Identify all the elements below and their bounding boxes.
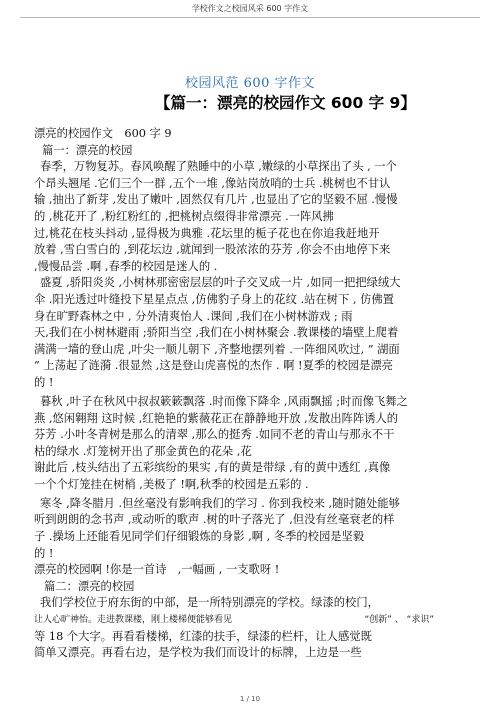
note-right: “创新” 、 “求识” (364, 615, 434, 626)
text-line: ,慢慢品尝 .啊 ,春季的校园是迷人的 . (34, 259, 218, 273)
text-line: 身在旷野森林之中 , 分外清爽怡人 .课间 ,我们在小树林游戏 ; 雨 (34, 309, 353, 323)
text-line: 天,我们在小树林避雨 ;骄阳当空 ,我们在小树林聚会 .教课楼的墙壁上爬着 (34, 326, 399, 340)
text-line: 伞 .阳光透过叶缝投下星星点点 ,仿佛豹子身上的花纹 .站在树下 , 仿佛置 (34, 292, 394, 306)
text-line: 篇二：漂亮的校园 (44, 579, 135, 593)
text-line: 芬芳 .小叶冬青树是那么的清翠 ,那么的挺秀 .如同不老的青山与那永不干 (34, 428, 395, 442)
text-line: 寒冬 ,降冬腊月 .但丝毫没有影响我们的学习 . 你到我校来 ,随时随处能够 (40, 496, 400, 510)
page-number: 1 / 10 (239, 695, 261, 703)
text-line: 的 ! (34, 375, 54, 389)
text-line: 的 ,桃花开了 ,粉红粉红的 ,把桃树点缀得非常漂亮 .一阵风拂 (34, 209, 334, 223)
text-line: 漂亮的校园啊 !你是一首诗 ,一幅画 , 一支歌呀 ! (34, 563, 280, 577)
text-line: 等 18 个大字。再看看楼梯，红漆的扶手，绿漆的栏杆，让人感觉既 (34, 629, 372, 643)
article-title: 【篇一：漂亮的校园作文 600 字 9】 (155, 94, 416, 112)
running-header: 学校作文之校园风采 600 字作文 (191, 4, 309, 13)
text-line: 满满一墙的登山虎 ,叶尖一顺儿朝下 ,齐整地摆列着 .一阵细风吹过, ” 湖面 (34, 342, 400, 356)
text-line: 枯的绿水 .灯笼树开出了那金黄色的花朵 ,花 (34, 444, 252, 458)
document-subtitle: 校园风范 600 字作文 (184, 76, 316, 91)
text-line: 暮秋 ,叶子在秋风中叔叔簌簌飘落 .时而像下降伞 ,风雨飘摇 ;时而像飞舞之 (40, 394, 408, 408)
note-line (34, 612, 474, 629)
article-body (34, 126, 474, 662)
text-line: 我们学校位于府东街的中部，是一所特别漂亮的学校。绿漆的校门， (40, 596, 379, 610)
text-line: 听到朗朗的念书声 ,或动听的歌声 .树的叶子落光了 ,但没有丝毫衰老的样 (34, 513, 395, 527)
text-line: 个昂头翘尾 .它们三个一群 ,五个一堆 ,像站岗放哨的士兵 .桃树也不甘认 (34, 176, 391, 190)
text-line: 春季，万物复苏。春风唤醒了熟睡中的小草 ,嫩绿的小草探出了头 , 一个 (40, 160, 397, 174)
text-line: 盛夏 ,骄阳炎炎 ,小树林那密密层层的叶子交叉成一片 ,如同一把把绿绒大 (40, 276, 401, 290)
note-left: 让人心旷神怡。走进教课楼，刚上楼梯便能够看见 (34, 615, 233, 626)
text-line: 篇一：漂亮的校园 (42, 143, 133, 157)
text-line: ” 上荡起了涟漪 .很显然 ,这是登山虎喜悦的杰作 . 啊 !夏季的校园是漂亮 (34, 359, 393, 373)
text-line: 谢此后 ,枝头结出了五彩缤纷的果实 ,有的黄是带绿 ,有的黄中透红 ,真像 (34, 461, 391, 475)
text-line: 简单又漂亮。再看右边，是学校为我们而设计的标牌，上边是一些 (34, 646, 362, 660)
text-line: 燕 ,悠闲翱翔 这时候 ,红艳艳的紫薇花正在静静地开放 ,发散出阵阵诱人的 (34, 411, 399, 425)
text-line: 漂亮的校园作文 600 字 9 (34, 127, 172, 140)
header-divider (20, 17, 480, 18)
text-line: 输 ,抽出了新芽 ,发出了嫩叶 ,固然仅有几片 ,也显出了它的坚毅不屈 .慢慢 (34, 193, 398, 207)
text-line: 过,桃花在枝头抖动 ,显得极为典雅 .花坛里的栀子花也在你追我赶地开 (34, 226, 380, 240)
text-line: 一个个灯笼挂在树梢 ,美极了 !啊,秋季的校园是五彩的 . (34, 477, 309, 491)
text-line: 放着 ,雪白雪白的 ,到花坛边 ,就闻到一股浓浓的芬芳 ,你会不由地停下来 (34, 243, 391, 257)
text-line: 子 .操场上还能看见同学们仔细锻炼的身影 ,啊 , 冬季的校园是坚毅 (34, 530, 365, 544)
text-line: 的 ! (34, 546, 54, 560)
